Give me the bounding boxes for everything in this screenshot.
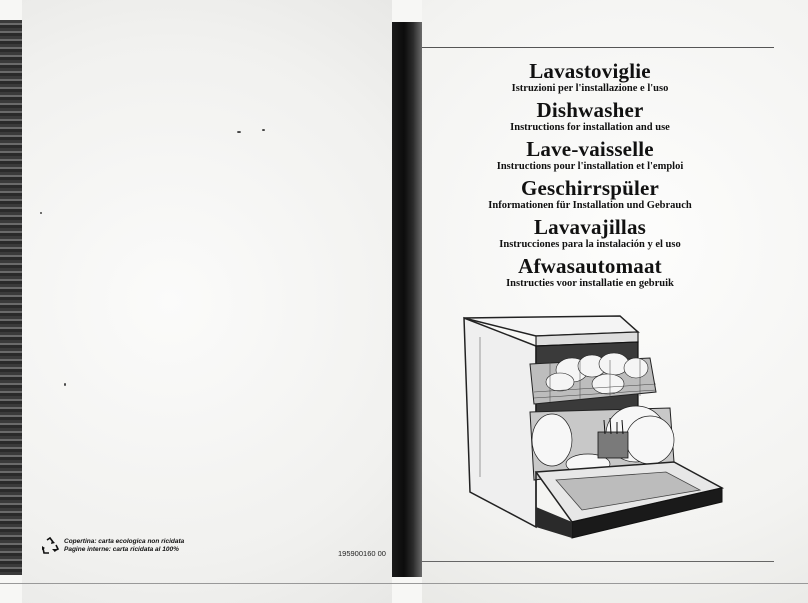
title-german — [440, 177, 740, 212]
subtitle-text: Istruzioni per l'installazione e l'uso — [511, 83, 669, 94]
title-text: Afwasautomaat — [518, 254, 662, 278]
scan-speck — [64, 383, 66, 386]
title-text: Dishwasher — [536, 98, 644, 122]
scan-speck — [237, 131, 241, 133]
subtitle-text: Instructies voor installatie en gebruik — [506, 278, 674, 289]
eco-paper-note — [40, 536, 184, 556]
dishwasher-illustration — [460, 312, 730, 552]
title-spanish — [440, 216, 740, 251]
top-rule-line — [422, 47, 774, 48]
cover-titles — [440, 60, 740, 294]
scan-speck — [40, 212, 42, 214]
eco-cover-line: Copertina: carta ecologica non ricidata — [64, 538, 185, 545]
subtitle-text: Instructions pour l'installation et l'emploi — [496, 161, 684, 172]
title-french — [440, 138, 740, 173]
bottom-rule-line — [422, 561, 774, 562]
left-page — [22, 0, 392, 603]
document-code: 195900160 00 — [338, 549, 386, 558]
title-dutch — [440, 255, 740, 290]
page-bottom-edge — [0, 583, 808, 584]
title-text: Lavastoviglie — [529, 59, 651, 83]
eco-pages-line: Pagine interne: carta ricidata al 100% — [64, 546, 179, 553]
subtitle-text: Informationen für Installation und Gebrauch — [488, 200, 692, 211]
scan-speck — [262, 129, 265, 131]
title-text: Lave-vaisselle — [526, 137, 654, 161]
title-text: Geschirrspüler — [520, 176, 660, 200]
recycle-icon — [40, 536, 60, 556]
subtitle-text: Instrucciones para la instalación y el uso — [499, 239, 681, 250]
title-italian — [440, 60, 740, 95]
title-text: Lavavajillas — [533, 215, 647, 239]
book-spine — [392, 22, 422, 577]
subtitle-text: Instructions for installation and use — [510, 122, 670, 133]
title-english — [440, 99, 740, 134]
left-scan-edge — [0, 20, 22, 575]
